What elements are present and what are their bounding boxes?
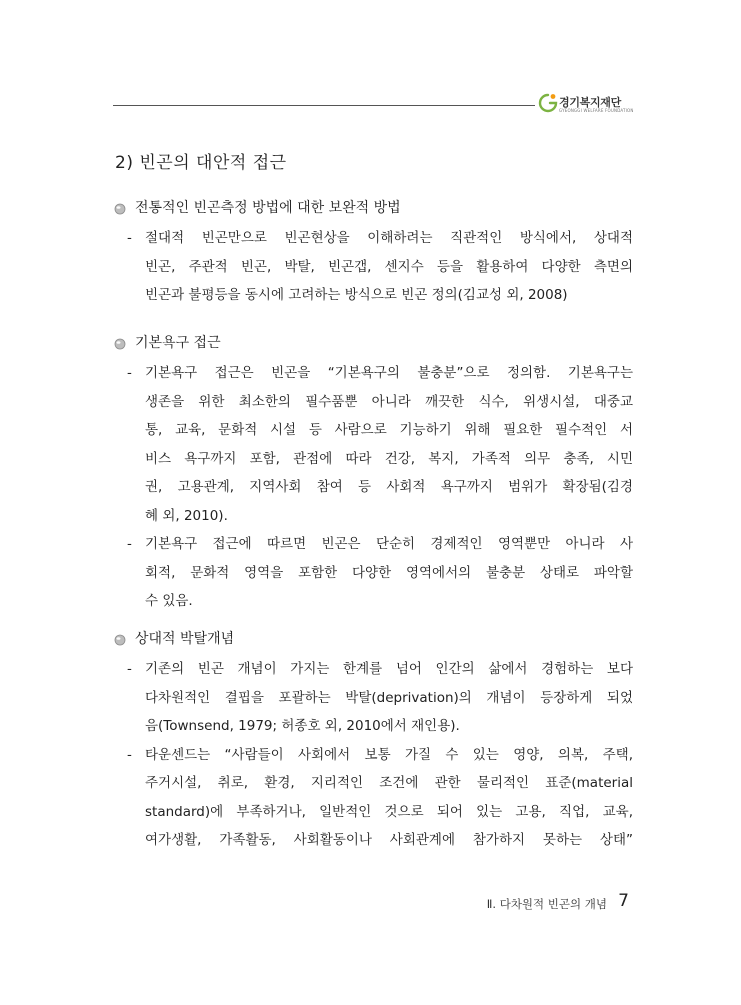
text-line: 권, 고용관계, 지역사회 참여 등 사회적 욕구까지 범위가 확장됨(김경 [145, 479, 633, 495]
text-line: 다차원적인 결핍을 포괄하는 박탈(deprivation)의 개념이 등장하게 되었 [145, 689, 633, 706]
section-title: 2) 빈곤의 대안적 접근 [115, 153, 287, 173]
page-number: 7 [618, 891, 629, 911]
bullet-heading [113, 331, 633, 355]
text-line: 여가생활, 가족활동, 사회활동이나 사회관계에 참가하지 못하는 상태” [145, 832, 633, 848]
bullet-circle-icon [113, 632, 129, 646]
logo-text: 경기복지재단 [559, 96, 621, 109]
dash-marker: - [127, 536, 132, 552]
bullet-section-basic-needs [113, 331, 633, 616]
dash-item [113, 530, 633, 616]
bullet-circle-icon [113, 336, 129, 350]
bullet-title: 전통적인 빈곤측정 방법에 대한 보완적 방법 [135, 200, 401, 216]
footer-chapter: Ⅱ. 다차원적 빈곤의 개념 [486, 897, 607, 911]
text-line: 빈곤과 불평등을 동시에 고려하는 방식으로 빈곤 정의(김교성 외, 2008) [145, 287, 568, 303]
text-line: 기존의 빈곤 개념이 가지는 한계를 넘어 인간의 삶에서 경험하는 보다 [145, 661, 633, 677]
dash-item [113, 655, 633, 741]
bullet-section-complementary [113, 196, 633, 310]
logo-subtext: GYEONGGI WELFARE FOUNDATION [559, 108, 634, 113]
dash-marker: - [127, 230, 132, 246]
dash-marker: - [127, 661, 132, 677]
page-footer [473, 891, 633, 915]
dash-marker: - [127, 365, 132, 381]
bullet-title: 상대적 박탈개념 [135, 631, 235, 647]
header-rule [113, 105, 535, 106]
bullet-circle-icon [113, 201, 129, 215]
bullet-heading [113, 627, 633, 651]
text-line: 기본욕구 접근은 빈곤을 “기본욕구의 불충분”으로 정의함. 기본욕구는 [145, 365, 633, 381]
dash-item [113, 359, 633, 530]
text-line: standard)에 부족하거나, 일반적인 것으로 되어 있는 고용, 직업, 교육, [145, 803, 633, 820]
text-line: 주거시설, 취로, 환경, 지리적인 조건에 관한 물리적인 표준(material [145, 775, 633, 791]
bullet-section-relative-deprivation [113, 627, 633, 855]
text-line: 통, 교육, 문화적 시설 등 사람으로 기능하기 위해 필요한 필수적인 서 [145, 422, 633, 438]
logo-mark-icon [537, 92, 559, 114]
text-line: 생존을 위한 최소한의 필수품뿐 아니라 깨끗한 식수, 위생시설, 대중교 [145, 393, 633, 410]
dash-marker: - [127, 746, 132, 763]
text-line: 수 있음. [145, 593, 193, 609]
text-line: 빈곤, 주관적 빈곤, 박탈, 빈곤갭, 센지수 등을 활용하여 다양한 측면의 [145, 258, 633, 275]
dash-item [113, 741, 633, 855]
bullet-title: 기본욕구 접근 [135, 335, 221, 351]
bullet-heading [113, 196, 633, 220]
text-line: 음(Townsend, 1979; 허종호 외, 2010에서 재인용). [145, 718, 460, 734]
text-line: 기본욕구 접근에 따르면 빈곤은 단순히 경제적인 영역뿐만 아니라 사 [145, 536, 633, 552]
text-line: 회적, 문화적 영역을 포함한 다양한 영역에서의 불충분 상태로 파악할 [145, 564, 633, 581]
foundation-logo [537, 90, 647, 122]
text-line: 혜 외, 2010). [145, 507, 228, 524]
text-line: 절대적 빈곤만으로 빈곤현상을 이해하려는 직관적인 방식에서, 상대적 [145, 230, 633, 246]
dash-item [113, 224, 633, 310]
text-line: 타운센드는 “사람들이 사회에서 보통 가질 수 있는 영양, 의복, 주택, [145, 746, 633, 763]
text-line: 비스 욕구까지 포함, 관점에 따라 건강, 복지, 가족적 의무 충족, 시민 [145, 450, 633, 467]
